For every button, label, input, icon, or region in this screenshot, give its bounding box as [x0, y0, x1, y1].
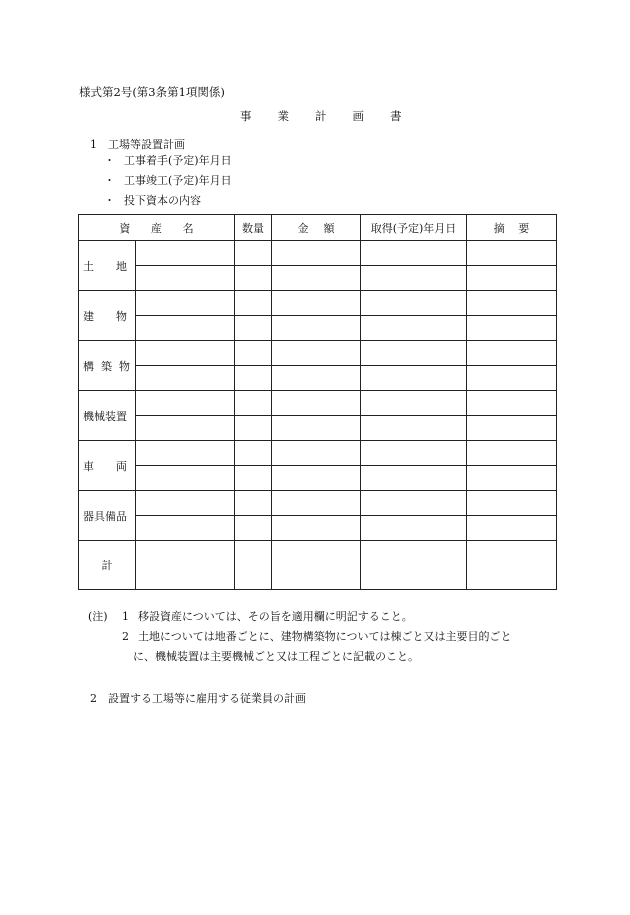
- section-2-heading: [90, 690, 306, 706]
- document-title: 事業計画書: [240, 109, 428, 123]
- cell[interactable]: [272, 391, 361, 416]
- header-char: 名: [182, 221, 194, 235]
- header-char: 金: [297, 221, 309, 235]
- cell[interactable]: [361, 416, 467, 441]
- bullet-mark: ・: [104, 194, 115, 207]
- category-char: 車: [83, 459, 94, 473]
- note-number: 2: [122, 630, 129, 643]
- category-char: 築: [101, 359, 112, 373]
- cell[interactable]: [361, 341, 467, 366]
- cell[interactable]: [272, 241, 361, 266]
- cell[interactable]: [361, 441, 467, 466]
- header-amount: [272, 215, 361, 241]
- cell[interactable]: [136, 266, 235, 291]
- table-row: [79, 516, 557, 541]
- bullet-item: [104, 173, 232, 193]
- table-row-total: [79, 541, 557, 590]
- cell[interactable]: [136, 341, 235, 366]
- category-char: 物: [119, 359, 130, 373]
- cell[interactable]: [361, 491, 467, 516]
- table-row: [79, 241, 557, 266]
- table-row: [79, 491, 557, 516]
- cell[interactable]: [361, 366, 467, 391]
- note-text: 土地については地番ごとに、建物構築物については棟ごと又は主要目的ごと: [138, 630, 512, 643]
- bullet-text: 工事着手(予定)年月日: [124, 154, 232, 167]
- category-vehicle: [79, 441, 136, 491]
- category-text: 機械装置: [83, 409, 127, 423]
- cell[interactable]: [467, 366, 557, 391]
- cell[interactable]: [235, 341, 272, 366]
- form-label: 様式第2号(第3条第1項関係): [79, 85, 225, 99]
- category-land: [79, 241, 136, 291]
- category-char: 物: [116, 309, 127, 323]
- cell[interactable]: [235, 291, 272, 316]
- cell[interactable]: [272, 416, 361, 441]
- header-acquisition-date: 取得(予定)年月日: [361, 215, 467, 241]
- cell[interactable]: [467, 516, 557, 541]
- cell[interactable]: [235, 266, 272, 291]
- cell[interactable]: [235, 516, 272, 541]
- table-row: [79, 266, 557, 291]
- category-structure: [79, 341, 136, 391]
- cell[interactable]: [235, 416, 272, 441]
- table-row: [79, 366, 557, 391]
- cell[interactable]: [272, 291, 361, 316]
- cell[interactable]: [272, 491, 361, 516]
- cell[interactable]: [272, 466, 361, 491]
- cell[interactable]: [361, 316, 467, 341]
- cell[interactable]: [272, 441, 361, 466]
- cell[interactable]: [467, 441, 557, 466]
- section-number: 2: [90, 692, 97, 705]
- section-number: 1: [90, 138, 97, 151]
- category-char: 両: [116, 459, 127, 473]
- category-equipment: [79, 491, 136, 541]
- cell[interactable]: [235, 466, 272, 491]
- header-asset-name: [79, 215, 235, 241]
- table-row: [79, 416, 557, 441]
- note-item: [88, 627, 512, 647]
- header-char: 額: [323, 221, 335, 235]
- header-remarks: [467, 215, 557, 241]
- section-1-heading: [90, 136, 185, 152]
- table-header-row: [79, 215, 557, 241]
- bullet-mark: ・: [104, 174, 115, 187]
- capital-investment-table: [78, 214, 557, 590]
- table-row: [79, 341, 557, 366]
- cell[interactable]: [467, 416, 557, 441]
- cell[interactable]: [235, 541, 272, 590]
- category-text: 器具備品: [83, 509, 127, 523]
- cell[interactable]: [467, 341, 557, 366]
- cell[interactable]: [235, 316, 272, 341]
- note-item: [88, 607, 512, 627]
- table-row: [79, 441, 557, 466]
- notes: [88, 607, 512, 667]
- bullet-text: 工事竣工(予定)年月日: [124, 174, 232, 187]
- cell[interactable]: [361, 291, 467, 316]
- category-machinery: [79, 391, 136, 441]
- category-building: [79, 291, 136, 341]
- cell[interactable]: [467, 316, 557, 341]
- total-label: 計: [79, 541, 136, 590]
- cell[interactable]: [272, 541, 361, 590]
- header-char: 資: [119, 221, 131, 235]
- cell[interactable]: [272, 316, 361, 341]
- cell[interactable]: [136, 541, 235, 590]
- cell[interactable]: [467, 391, 557, 416]
- table-row: [79, 316, 557, 341]
- cell[interactable]: [467, 241, 557, 266]
- cell[interactable]: [272, 341, 361, 366]
- note-continuation: に、機械装置は主要機械ごと又は工程ごとに記載のこと。: [133, 650, 419, 663]
- header-quantity: 数量: [235, 215, 272, 241]
- cell[interactable]: [361, 466, 467, 491]
- header-char: 産: [150, 221, 162, 235]
- cell[interactable]: [136, 416, 235, 441]
- bullet-text: 投下資本の内容: [124, 194, 201, 207]
- notes-prefix: (注): [88, 610, 108, 623]
- cell[interactable]: [235, 491, 272, 516]
- cell[interactable]: [136, 316, 235, 341]
- category-char: 地: [116, 259, 127, 273]
- cell[interactable]: [136, 391, 235, 416]
- cell[interactable]: [136, 366, 235, 391]
- cell[interactable]: [136, 466, 235, 491]
- cell[interactable]: [361, 391, 467, 416]
- category-char: 建: [83, 309, 94, 323]
- cell[interactable]: [467, 291, 557, 316]
- cell[interactable]: [235, 391, 272, 416]
- bullet-item: [104, 193, 232, 213]
- note-text: 移設資産については、その旨を適用欄に明記すること。: [138, 610, 413, 623]
- section-title: 工場等設置計画: [108, 138, 185, 151]
- note-number: 1: [122, 610, 129, 623]
- table-row: [79, 466, 557, 491]
- cell[interactable]: [272, 266, 361, 291]
- cell[interactable]: [235, 241, 272, 266]
- cell[interactable]: [361, 541, 467, 590]
- cell[interactable]: [361, 516, 467, 541]
- section-1-bullets: [104, 153, 232, 213]
- cell[interactable]: [361, 241, 467, 266]
- section-title: 設置する工場等に雇用する従業員の計画: [108, 692, 306, 705]
- table-row: [79, 291, 557, 316]
- header-char: 要: [518, 221, 530, 235]
- table-row: [79, 391, 557, 416]
- cell[interactable]: [361, 266, 467, 291]
- bullet-mark: ・: [104, 154, 115, 167]
- cell[interactable]: [235, 366, 272, 391]
- cell[interactable]: [136, 291, 235, 316]
- cell[interactable]: [467, 491, 557, 516]
- cell[interactable]: [467, 541, 557, 590]
- cell[interactable]: [272, 516, 361, 541]
- header-char: 摘: [493, 221, 505, 235]
- cell[interactable]: [272, 366, 361, 391]
- cell[interactable]: [136, 241, 235, 266]
- cell[interactable]: [136, 516, 235, 541]
- cell[interactable]: [467, 266, 557, 291]
- cell[interactable]: [136, 491, 235, 516]
- category-char: 土: [83, 259, 94, 273]
- cell[interactable]: [136, 441, 235, 466]
- category-char: 構: [83, 359, 94, 373]
- bullet-item: [104, 153, 232, 173]
- cell[interactable]: [235, 441, 272, 466]
- cell[interactable]: [467, 466, 557, 491]
